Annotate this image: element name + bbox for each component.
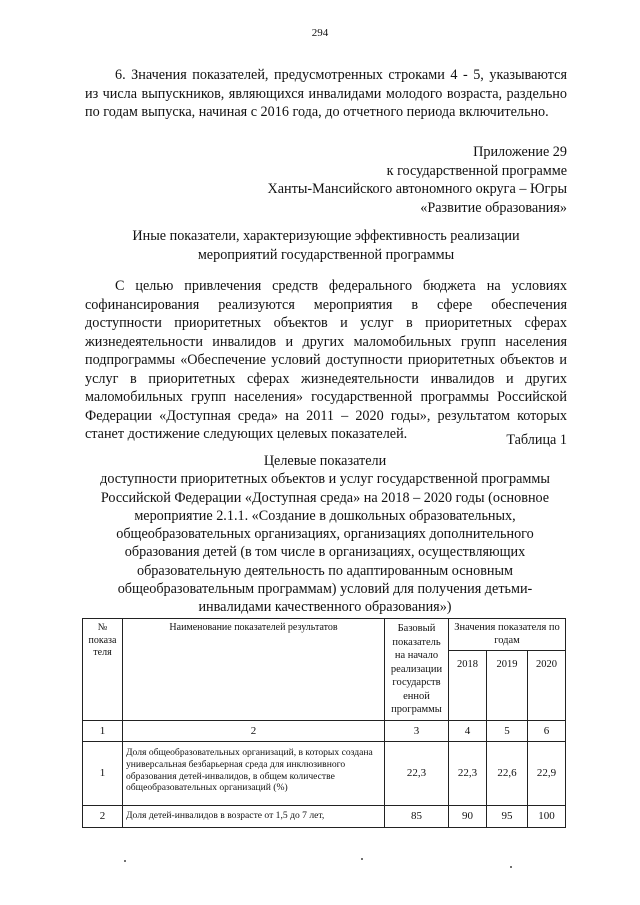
heading-line: Иные показатели, характеризующие эффективность реализации	[132, 228, 520, 244]
appendix-line: Приложение 29	[473, 144, 567, 160]
row-value-2018: 22,3	[449, 742, 487, 806]
row-value-2019: 22,6	[487, 742, 528, 806]
row-value-2020: 100	[528, 806, 566, 828]
indicators-table	[82, 618, 566, 828]
note-paragraph: 6. Значения показателей, предусмотренных строками 4 - 5, указываются из числа выпускников, являющихся инвалидами молодого возраста, раздельно по годам выпуска, начиная с 2016 года, до отчетного периода включительно.	[85, 67, 567, 120]
table-label: Таблица 1	[506, 432, 567, 448]
row-num: 1	[83, 742, 123, 806]
table-title-line: инвалидами качественного образования»)	[198, 599, 452, 616]
header-num: № показа теля	[83, 619, 123, 721]
table-title-line: Российской Федерации «Доступная среда» на 2018 – 2020 годы (основное	[100, 489, 550, 506]
appendix-line: «Развитие образования»	[420, 199, 567, 216]
table-header-row	[83, 619, 566, 651]
appendix-block	[85, 143, 567, 217]
row-value-2019: 95	[487, 806, 528, 828]
header-values: Значения показателя по годам	[449, 619, 566, 651]
table-index-row	[83, 721, 566, 742]
table-title-line: общеобразовательным программам) условий для получения детьми-	[117, 581, 533, 598]
index-cell: 3	[385, 721, 449, 742]
header-year: 2020	[528, 651, 566, 721]
table-title-line: общеобразовательных организациях, организациях дополнительного	[116, 526, 534, 543]
header-name: Наименование показателей результатов	[123, 619, 385, 721]
table-title	[70, 452, 580, 617]
header-year: 2018	[449, 651, 487, 721]
index-cell: 4	[449, 721, 487, 742]
row-value-2018: 90	[449, 806, 487, 828]
table-row	[83, 806, 566, 828]
row-name: Доля общеобразовательных организаций, в которых создана универсальная безбарьерная среда для инклюзивного образования детей-инвалидов, в общем количестве общеобразовательных организаций (%)	[123, 742, 385, 806]
row-num: 2	[83, 806, 123, 828]
index-cell: 2	[123, 721, 385, 742]
table-title-line: образовательную деятельность по адаптированным основным	[137, 562, 513, 579]
table-title-line: Целевые показатели	[263, 453, 387, 469]
row-base: 85	[385, 806, 449, 828]
index-cell: 6	[528, 721, 566, 742]
row-name: Доля детей-инвалидов в возрасте от 1,5 до 7 лет,	[123, 806, 385, 828]
heading-line: мероприятий государственной программы	[197, 246, 455, 263]
table-title-line: доступности приоритетных объектов и услуг государственной программы	[100, 471, 550, 488]
row-value-2020: 22,9	[528, 742, 566, 806]
appendix-line: Ханты-Мансийского автономного округа – Югры	[267, 181, 567, 197]
header-base: Базовый показатель на начало реализации государств енной программы	[385, 619, 449, 721]
intro-paragraph: С целью привлечения средств федерального бюджета на условиях софинансирования реализуются мероприятия в сфере обеспечения доступности приоритетных объектов и услуг в приоритетных сферах жизнедеятельности инвалидов и других маломобильных групп населения подпрограммы «Обеспечение условий доступности приоритетных объектов и услуг в приоритетных сферах жизнедеятельности инвалидов и других маломобильных групп населения» государственной программы Российской Федерации «Доступная среда» на 2011 – 2020 годы», результатом которых станет достижение следующих целевых показателей.	[85, 278, 567, 442]
header-year: 2019	[487, 651, 528, 721]
table-title-line: мероприятие 2.1.1. «Создание в дошкольных образовательных,	[134, 507, 516, 524]
scan-speck	[510, 866, 512, 868]
index-cell: 5	[487, 721, 528, 742]
scan-speck	[124, 860, 126, 862]
table-row	[83, 742, 566, 806]
scan-speck	[361, 858, 363, 860]
index-cell: 1	[83, 721, 123, 742]
row-base: 22,3	[385, 742, 449, 806]
section-heading	[85, 227, 567, 264]
table-title-line: образования детей (в том числе в организациях, осуществляющих	[124, 544, 526, 561]
appendix-line: к государственной программе	[386, 162, 567, 179]
page-number: 294	[311, 27, 329, 39]
